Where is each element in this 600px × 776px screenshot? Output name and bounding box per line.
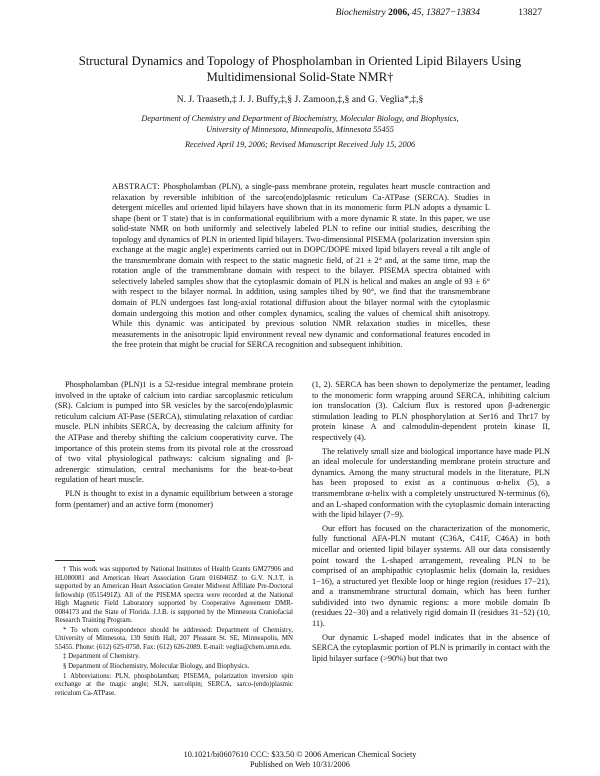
author-list: N. J. Traaseth,‡ J. J. Buffy,‡,§ J. Zamoon,‡,§ and G. Veglia*,‡,§ xyxy=(176,94,424,105)
intro-paragraph-2: PLN is thought to exist in a dynamic equilibrium between a storage form (pentamer) and an active form (monomer) xyxy=(55,488,293,509)
abstract xyxy=(112,182,490,351)
intro-paragraph-1: Phospholamban (PLN)1 is a 52-residue integral membrane protein involved in the uptake of calcium into cardiac sarcoplasmic reticulum (SR). Calcium is pumped into SR vesicles by the sarco(endo)plasmic reticulum calcium AT-Pase (SERCA), stimulating relaxation of cardiac muscle. PLN inhibits SERCA, by decreasing the calcium affinity for the ATPase and thereby shifting the calcium cooperativity curve. The importance of this protein stems from its pivotal role at the crossroad of two vital physiological pathways: calcium signaling and β-adrenergic stimulation, central mechanisms for the beat-to-beat regulation of heart muscle. xyxy=(55,380,293,485)
footnote-rule xyxy=(55,560,95,561)
page-number: 13827 xyxy=(518,8,542,18)
journal-citation: Biochemistry 2006, 45, 13827−13834 xyxy=(335,8,480,18)
abstract-text: Phospholamban (PLN), a single-pass membrane protein, regulates heart muscle contraction and relaxation by reversible inhibition of the sarco(endo)plasmic reticulum Ca-ATPase (SERCA). Studies in detergent micelles and oriented lipid bilayers have shown that in its monomeric form PLN adopts a dynamic L shape (bent or T state) that is in conformational equilibrium with a more dynamic R state. In this paper, we use solid-state NMR on both uniformly and selectively labeled PLN to refine our initial studies, describing the topology and dynamics of PLN in oriented lipid bilayers. Two-dimensional PISEMA (polarization inversion spin exchange at the magic angle) experiments carried out in DOPC/DOPE mixed lipid bilayers reveal a tilt angle of the transmembrane domain with respect to the static magnetic field, of 21 ± 2° and, at the same time, map the rotation angle of the transmembrane domain with respect to the bilayer. PISEMA spectra obtained with selectively labeled samples show that the cytoplasmic domain of PLN is helical and makes an angle of 93 ± 6° with respect to the bilayer normal. In addition, using samples tilted by 90°, we find that the transmembrane domain of PLN undergoes fast long-axial rotational diffusion about the bilayer normal with the cytoplasmic domain undergoing this motion and other complex dynamics, scaling the values of chemical shift anisotropy. While this dynamic was anticipated by previous solution NMR relaxation studies in micelles, these measurements in the anisotropic lipid environment reveal new dynamic and conformational features encoded in the free protein that might be crucial for SERCA recognition and subsequent inhibition. xyxy=(112,182,490,350)
right-paragraph-1: (1, 2). SERCA has been shown to depolymerize the pentamer, leading to the monomeric form wrapping around SERCA, inhibiting calcium ion translocation (3). Calcium flux is restored upon β-adrenergic stimulation leading to PLN phosphorylation at Ser16 and Thr17 by protein kinase A and calmodulin-dependent protein kinase II, respectively (4). xyxy=(312,380,550,442)
affiliation-line-2: University of Minnesota, Minneapolis, Minnesota 55455 xyxy=(206,124,394,134)
footnote-dept-chemistry: ‡ Department of Chemistry. xyxy=(63,653,140,661)
footnote-dept-biochemistry: § Department of Biochemistry, Molecular Biology, and Biophysics. xyxy=(63,663,250,671)
running-header xyxy=(0,6,600,22)
page-footer xyxy=(0,750,600,770)
left-column xyxy=(55,380,293,513)
affiliation xyxy=(40,114,560,135)
right-paragraph-2: The relatively small size and biological importance have made PLN an ideal molecule for understanding membrane protein structure and dynamics. Among the many structural models in the literature, PLN has been proposed to exist as a continuous α-helix (5), a transmembrane α-helix with a completely unstructured N-terminus (6), and an L-shaped conformation with the cytoplasmic domain interacting with the lipid bilayer (7−9). xyxy=(312,446,550,520)
right-paragraph-3: Our effort has focused on the characterization of the monomeric, fully functional AFA-PLN mutant (C36A, C41F, C46A) in both micellar and oriented lipid bilayer systems. All our data consistently point toward the L-shaped arrangement, revealing PLN to be comprised of an amphipathic cytoplasmic helix (domain Ia, residues 1−16), a structured yet flexible loop or hinge region (residues 17−21), and a transmembrane structural domain, which has been further subdivided into two dynamic regions: a more mobile domain Ib (residues 22−30) and a relatively rigid domain II (residues 31−52) (10, 11). xyxy=(312,523,550,629)
article-title: Structural Dynamics and Topology of Phospholamban in Oriented Lipid Bilayers Using Multidimensional Solid-State NMR† xyxy=(78,54,522,84)
footnote-funding: † This work was supported by National Institutes of Health Grants GM27906 and HL080081 and American Heart Association Grant 0160465Z to G.V. N.J.T. is supported by an American Heart Association Greater Midwest Affiliate Pre-Doctoral fellowship (0515491Z). All of the PISEMA spectra were recorded at the National High Magnetic Field Laboratory supported by Cooperative Agreement DMR-0084173 and the State of Florida. J.J.B. is supported by the Minnesota Craniofacial Research Training Program. xyxy=(55,566,293,625)
doi-line: 10.1021/bi0607610 CCC: $33.50 © 2006 American Chemical Society xyxy=(183,750,417,759)
publication-date: Published on Web 10/31/2006 xyxy=(250,760,350,769)
footnote-correspondence: * To whom correspondence should be addressed: Department of Chemistry, University of Minnesota, 139 Smith Hall, 207 Pleasant St. SE, Minneapolis, MN 55455. Phone: (612) 625-0758. Fax: (612) 626-2089. E-mail: veglia@chem.umn.edu. xyxy=(55,626,293,651)
abstract-label: ABSTRACT: xyxy=(112,182,160,191)
received-dates: Received April 19, 2006; Revised Manuscript Received July 15, 2006 xyxy=(184,140,415,149)
right-column xyxy=(312,380,550,667)
footnote-abbreviations: 1 Abbreviations: PLN, phospholamban; PISEMA, polarization inversion spin exchange at the magic angle; SLN, sarcolipin; SERCA, sarco-(endo)plasmic reticulum Ca-ATPase. xyxy=(55,672,293,697)
footnotes xyxy=(55,566,293,699)
affiliation-line-1: Department of Chemistry and Department of Biochemistry, Molecular Biology, and Biophysics, xyxy=(141,114,459,123)
right-paragraph-4: Our dynamic L-shaped model indicates that in the absence of SERCA the cytoplasmic portion of PLN is primarily in contact with the lipid bilayer surface (>90%) but that two xyxy=(312,632,550,663)
